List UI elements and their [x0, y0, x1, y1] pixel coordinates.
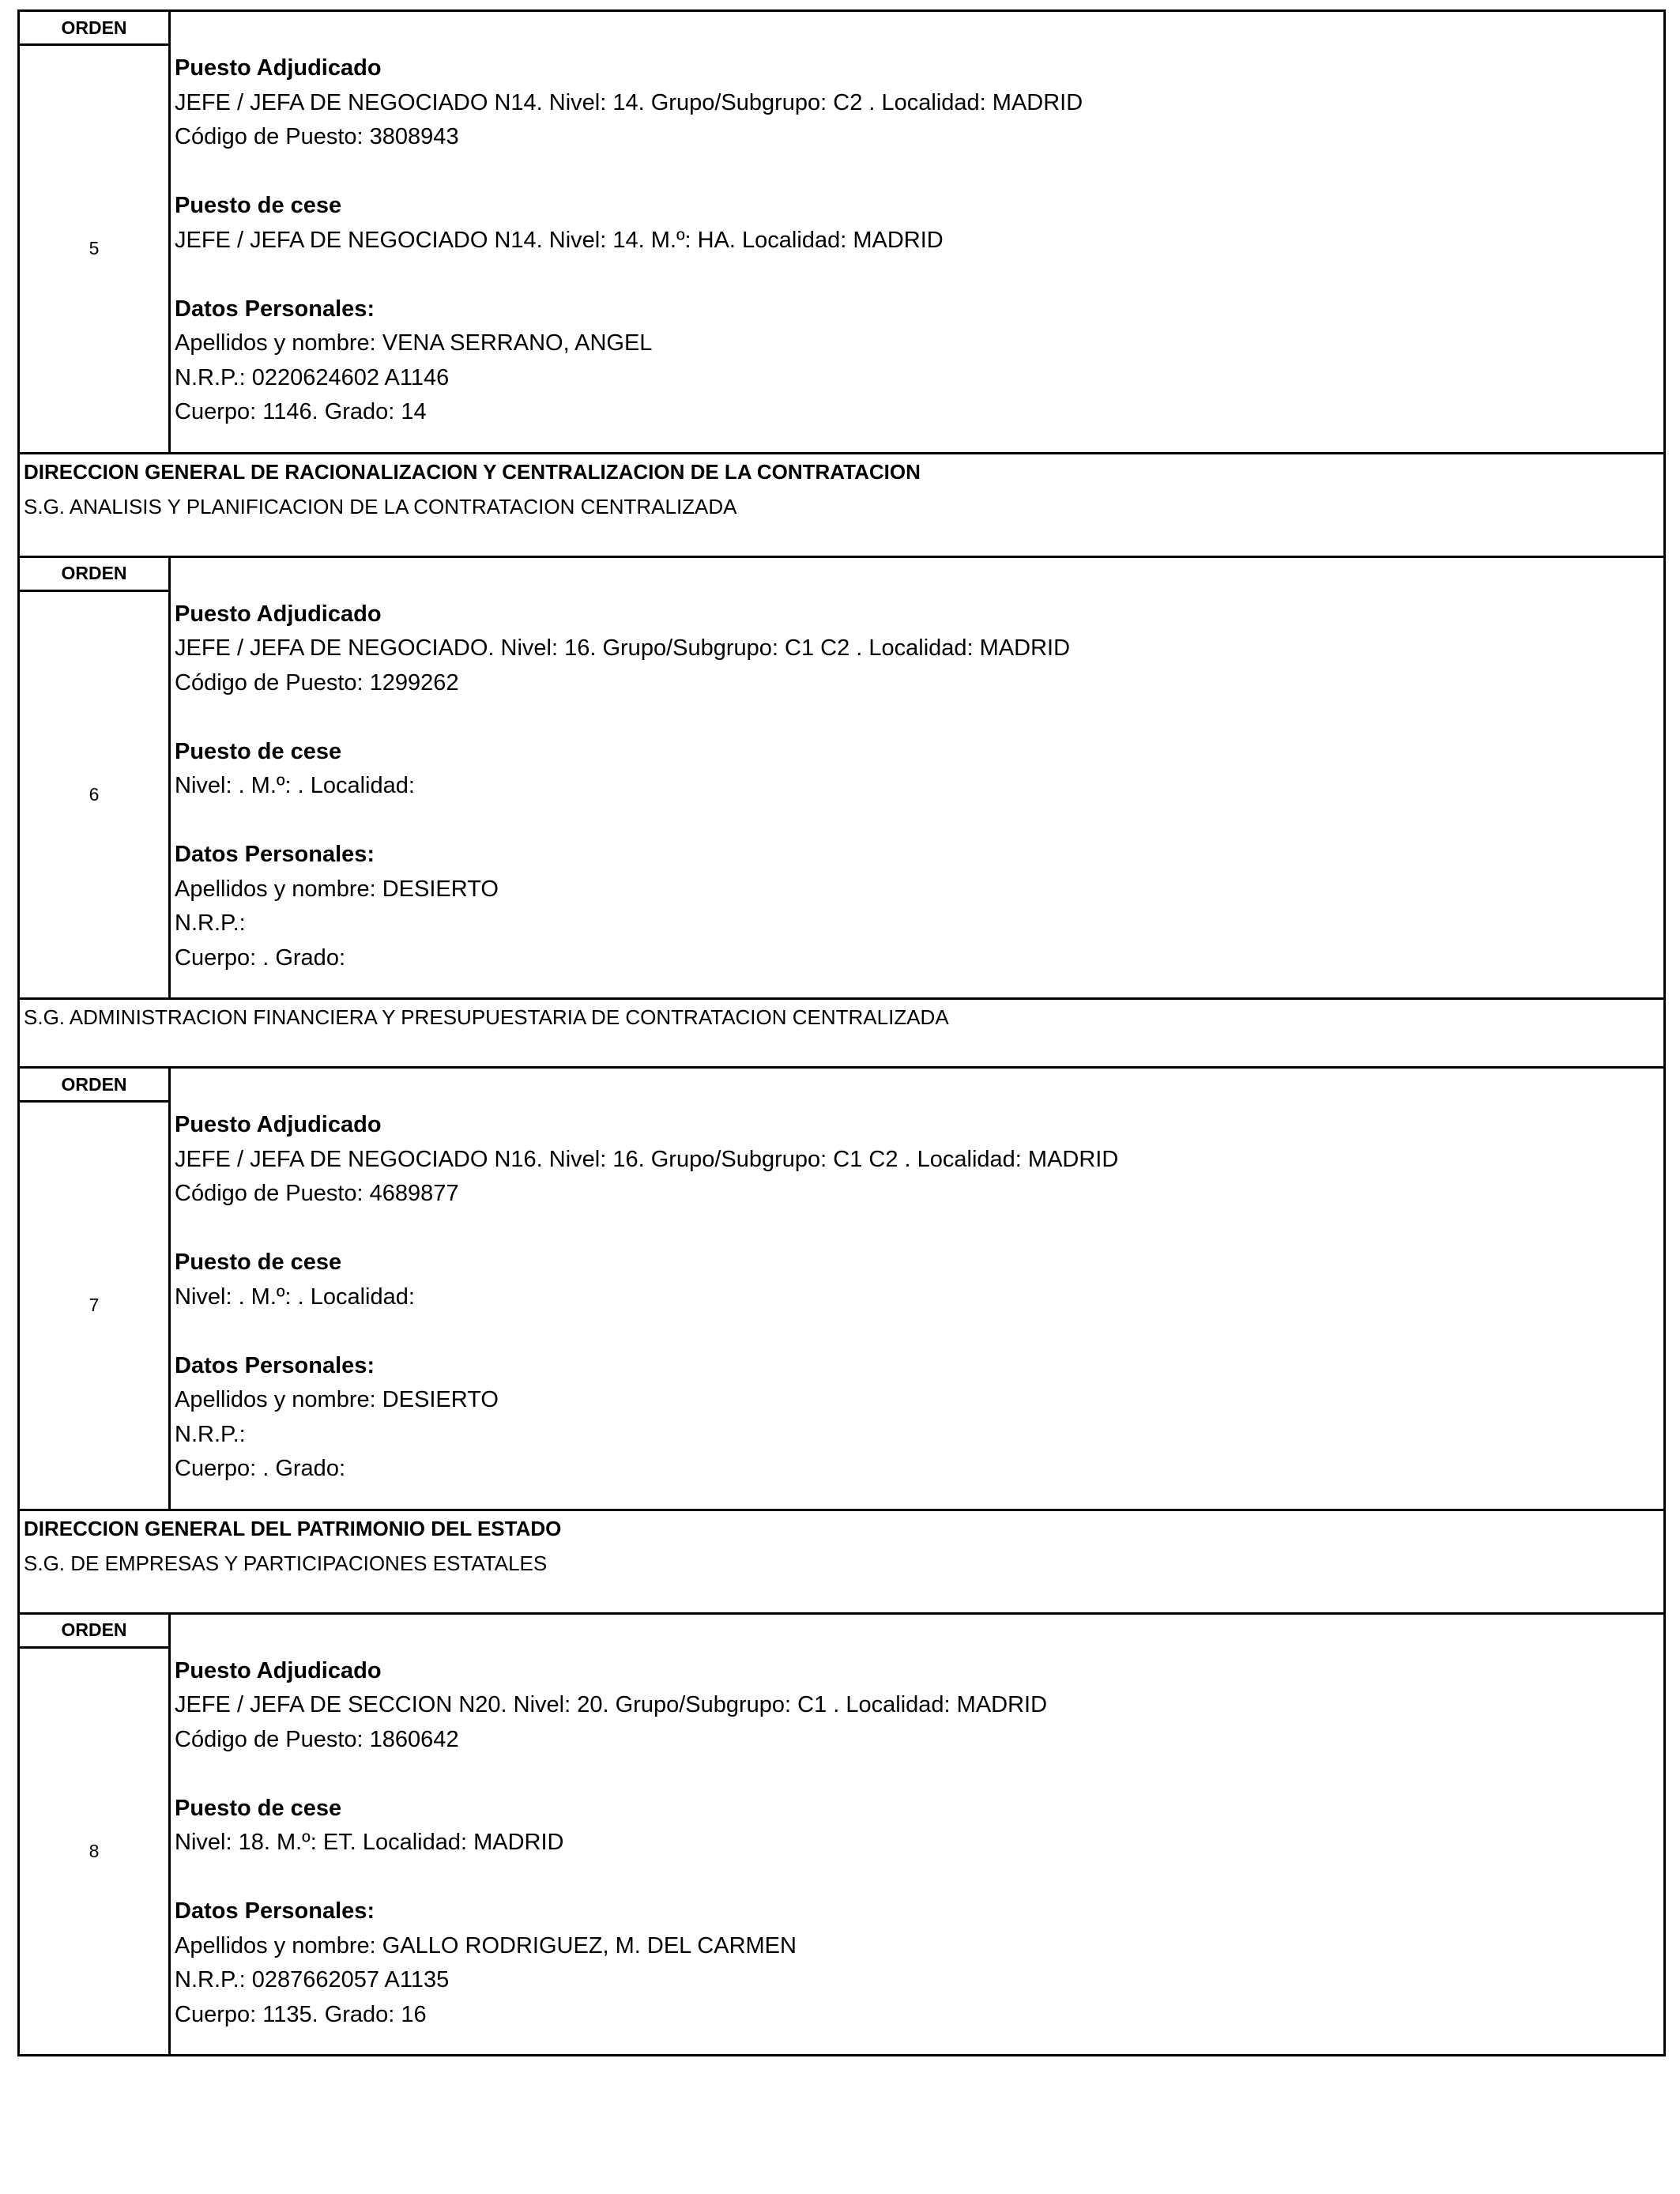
section-header [20, 997, 1663, 1066]
orden-header: ORDEN [20, 1615, 168, 1649]
orden-column [20, 558, 171, 998]
codigo-text: Código de Puesto: 1299262 [175, 669, 459, 696]
nrp-text: N.R.P.: 0220624602 A1146 [175, 364, 450, 390]
nombre-text: Apellidos y nombre: GALLO RODRIGUEZ, M. DEL CARMEN [175, 1932, 797, 1958]
orden-number: 7 [89, 1295, 100, 1316]
cuerpo-text: Cuerpo: 1135. Grado: 16 [175, 2001, 427, 2027]
personales-label: Datos Personales: [175, 1898, 375, 1924]
adjudicado-label: Puesto Adjudicado [175, 55, 382, 81]
section-header [20, 452, 1663, 556]
adjudicado-label: Puesto Adjudicado [175, 601, 382, 627]
orden-column [20, 1069, 171, 1509]
personales-label: Datos Personales: [175, 1352, 375, 1378]
nrp-text: N.R.P.: [175, 1421, 246, 1447]
cuerpo-text: Cuerpo: . Grado: [175, 1456, 345, 1481]
orden-number: 6 [89, 783, 100, 805]
codigo-text: Código de Puesto: 1860642 [175, 1726, 459, 1752]
orden-header: ORDEN [20, 1069, 168, 1103]
adjudicado-text: JEFE / JEFA DE NEGOCIADO N14. Nivel: 14. Grupo/Subgrupo: C2 . Localidad: MADRID [175, 89, 1083, 115]
adjudicado-text: JEFE / JEFA DE NEGOCIADO. Nivel: 16. Grupo/Subgrupo: C1 C2 . Localidad: MADRID [175, 635, 1071, 661]
entry-row [20, 1066, 1663, 1509]
entry-details [171, 1069, 1663, 1509]
orden-number: 5 [89, 238, 100, 259]
orden-column [20, 12, 171, 452]
nombre-text: Apellidos y nombre: DESIERTO [175, 1387, 499, 1412]
entry-row [20, 9, 1663, 452]
cuerpo-text: Cuerpo: . Grado: [175, 944, 345, 971]
personales-label: Datos Personales: [175, 296, 375, 322]
cese-text: Nivel: 18. M.º: ET. Localidad: MADRID [175, 1830, 564, 1855]
section-header [20, 1509, 1663, 1612]
cese-label: Puesto de cese [175, 1795, 342, 1821]
adjudicado-label: Puesto Adjudicado [175, 1657, 382, 1683]
adjudicado-label: Puesto Adjudicado [175, 1112, 382, 1137]
cese-text: Nivel: . M.º: . Localidad: [175, 773, 415, 798]
adjudicado-text: JEFE / JEFA DE SECCION N20. Nivel: 20. Grupo/Subgrupo: C1 . Localidad: MADRID [175, 1692, 1048, 1717]
entry-details [171, 558, 1663, 998]
subdireccion-general: S.G. ANALISIS Y PLANIFICACION DE LA CONTRATACION CENTRALIZADA [24, 494, 737, 518]
subdireccion-general: S.G. ADMINISTRACION FINANCIERA Y PRESUPUESTARIA DE CONTRATACION CENTRALIZADA [24, 1005, 949, 1029]
entry-details [171, 12, 1663, 452]
orden-column [20, 1615, 171, 2055]
entry-row [20, 1612, 1663, 2057]
entry-details [171, 1615, 1663, 2055]
direccion-general: DIRECCION GENERAL DE RACIONALIZACION Y CENTRALIZACION DE LA CONTRATACION [24, 459, 921, 484]
personales-label: Datos Personales: [175, 842, 375, 867]
document-table [17, 9, 1666, 2056]
codigo-text: Código de Puesto: 3808943 [175, 124, 459, 149]
cese-label: Puesto de cese [175, 738, 342, 764]
nrp-text: N.R.P.: 0287662057 A1135 [175, 1967, 450, 1992]
cuerpo-text: Cuerpo: 1146. Grado: 14 [175, 399, 427, 424]
orden-number: 8 [89, 1840, 100, 1861]
entry-row [20, 556, 1663, 998]
orden-header: ORDEN [20, 558, 168, 592]
cese-label: Puesto de cese [175, 1250, 342, 1275]
nombre-text: Apellidos y nombre: DESIERTO [175, 876, 499, 902]
orden-header: ORDEN [20, 12, 168, 46]
cese-text: Nivel: . M.º: . Localidad: [175, 1284, 415, 1310]
nrp-text: N.R.P.: [175, 910, 246, 936]
subdireccion-general: S.G. DE EMPRESAS Y PARTICIPACIONES ESTATALES [24, 1551, 548, 1575]
adjudicado-text: JEFE / JEFA DE NEGOCIADO N16. Nivel: 16. Grupo/Subgrupo: C1 C2 . Localidad: MADRID [175, 1146, 1119, 1172]
nombre-text: Apellidos y nombre: VENA SERRANO, ANGEL [175, 330, 653, 356]
direccion-general: DIRECCION GENERAL DEL PATRIMONIO DEL ESTADO [24, 1516, 562, 1540]
cese-text: JEFE / JEFA DE NEGOCIADO N14. Nivel: 14. M.º: HA. Localidad: MADRID [175, 227, 944, 253]
cese-label: Puesto de cese [175, 193, 342, 218]
codigo-text: Código de Puesto: 4689877 [175, 1181, 459, 1206]
